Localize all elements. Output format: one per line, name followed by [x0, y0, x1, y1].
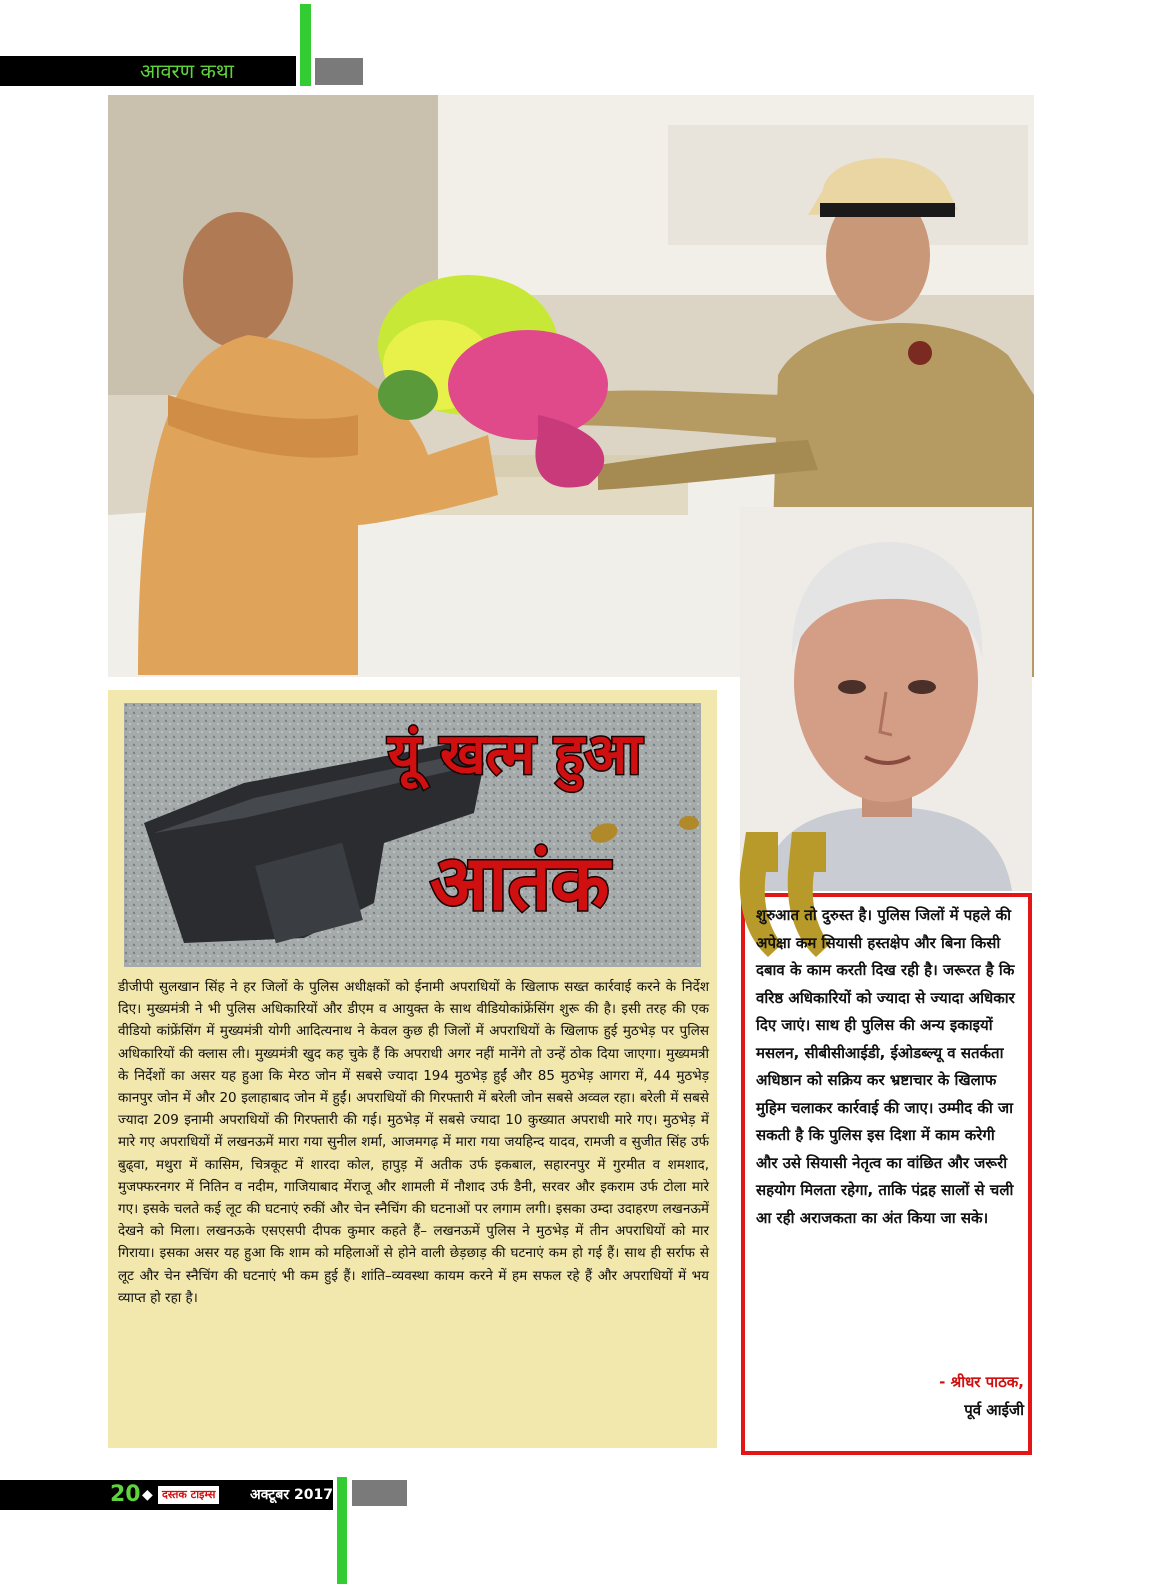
footer-bullet: ◆ — [142, 1487, 153, 1503]
story-body: डीजीपी सुलखान सिंह ने हर जिलों के पुलिस अधीक्षकों को ईनामी अपराधियों के खिलाफ सख्त कार्रवाई करने के निर्देश दिए। मुख्यमंत्री ने भी पुलिस अधिकारियों और डीएम व आयुक्त के साथ वीडियोकांफ्रेंसिंग शुरू की है। इसी तरह की एक वीडियो कांफ्रेंसिंग में मुख्यमंत्री योगी आदित्यनाथ ने केवल कुछ ही जिलों में अपराधियों के खिलाफ हुई मुठभेड़ पर पुलिस अधिकारियों की क्लास ली। मुख्यमंत्री खुद कह चुके हैं कि अपराधी अगर नहीं मानेंगे तो उन्हें ठोक दिया जाएगा। मुख्यमत्री के निर्देशों का असर यह हुआ कि मेरठ जोन में सबसे ज्यादा 194 मुठभेड़ हुईं और 85 मुठभेड़ आगरा में, 44 मुठभेड़ कानपुर जोन में और 20 इलाहाबाद जोन में हुईं। अपराधियों की गिरफ्तारी में बरेली जोन सबसे अव्वल रहा। बरेली में सबसे ज्यादा 209 इनामी अपराधियों की गिरफ्तारी की गई। मुठभेड़ में सबसे ज्यादा 10 कुख्यात अपराधी मारे गए। मुठभेड़ में मारे गए अपराधियों में लखनऊमें मारा गया सुनील शर्मा, आजमगढ़ में मारा गया जयहिन्द यादव, रामजी व सुजीत सिंह उर्फ बुढ्वा, मथुरा में कासिम, चित्रकूट में शारदा कोल, हापुड़ में अतीक उर्फ इकबाल, सहारनपुर में गुरमीत व शमशाद, मुजफ्फरनगर में नितिन व नदीम, गाजियाबाद मेंराजू और शामली में नौशाद उर्फ डैनी, सरवर और इकराम उर्फ टोला मारे गए। इसके चलते कई लूट की घटनाएं रुकीं और चेन स्नैचिंग की घटनाओं पर लगाम लगी। इसका उम्दा उदाहरण लखनऊमें देखने को मिला। लखनऊके एसएसपी दीपक कुमार कहते हैं– लखनऊमें पुलिस ने मुठभेड़ में तीन अपराधियों को मार गिराया। इसका असर यह हुआ कि शाम को महिलाओं से होने वाली छेड़छाड़ की घटनाएं कम हो गई हैं। साथ ही सर्राफ से लूट और चेन स्नैचिंग की घटनाएं भी कम हुई हैं। शांति–व्यवस्था कायम करने में हम सफल रहे हैं और अपराधियों में भय व्याप्त हो रहा है। — [118, 979, 709, 1306]
quote-author-role: पूर्व आईजी — [964, 1401, 1024, 1419]
issue-date: अक्टूबर 2017 — [250, 1487, 333, 1503]
footer-gray-block — [352, 1480, 407, 1506]
headline-line-2: आतंक — [430, 838, 610, 927]
page-number: 20 — [110, 1482, 141, 1507]
quote-author: - श्रीधर पाठक, — [939, 1373, 1024, 1391]
magazine-logo: दस्तक टाइम्स — [158, 1486, 219, 1504]
footer-green-rule — [337, 1477, 347, 1584]
header-gray-block — [315, 58, 363, 85]
quote-text: शुरुआत तो दुरुस्त है। पुलिस जिलों में पहले की अपेक्षा कम सियासी हस्तक्षेप और बिना किसी दबाव के काम करती दिख रही है। जरूरत है कि वरिष्ठ अधिकारियों को ज्यादा से ज्यादा अधिकार दिए जाएं। साथ ही पुलिस की अन्य इकाइयों मसलन, सीबीसीआईडी, ईओडब्ल्यू व सतर्कता अधिष्ठान को सक्रिय कर भ्रष्टाचार के खिलाफ मुहिम चलाकर कार्रवाई की जाए। उम्मीद की जा सकती है कि पुलिस इस दिशा में काम करेगी और उसे सियासी नेतृत्व का वांछित और जरूरी सहयोग मिलता रहेगा, ताकि पंद्रह सालों से चली आ रही अराजकता का अंत किया जा सके। — [756, 906, 1015, 1227]
headline-line-1: यूं खत्म हुआ — [388, 722, 642, 787]
header-green-rule — [300, 4, 311, 86]
section-label: आवरण कथा — [140, 59, 234, 83]
